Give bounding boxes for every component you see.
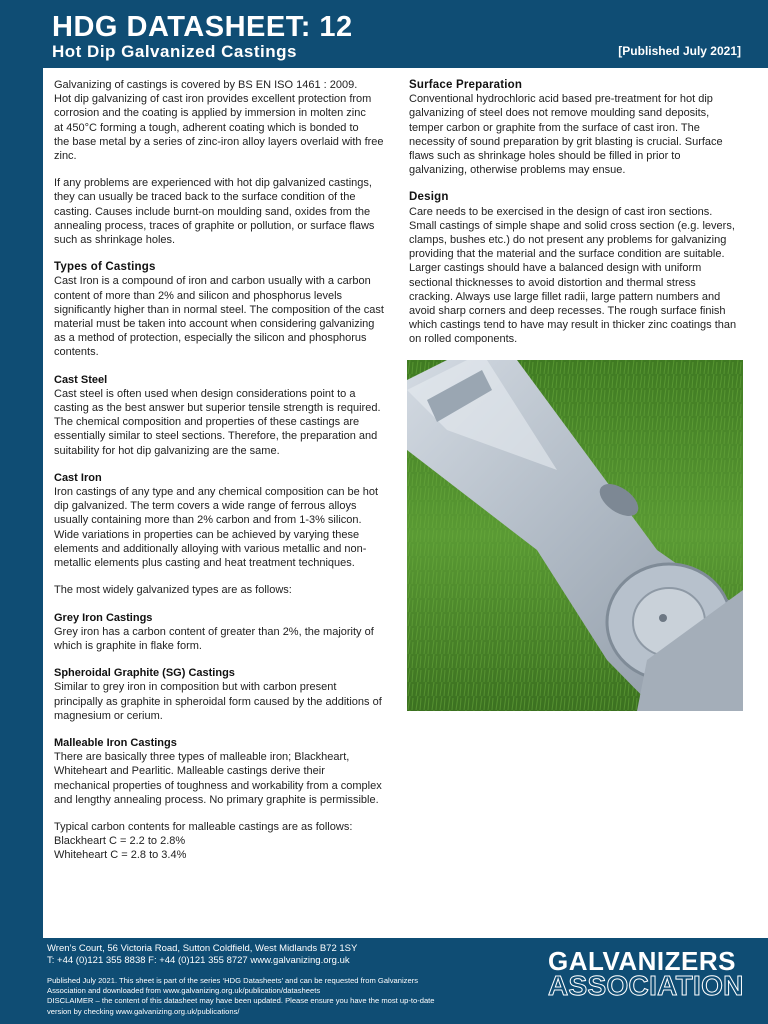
galvanized-casting-photo [407,360,743,711]
cast-steel-heading: Cast Steel [54,373,108,386]
text-line: corrosion and the coating is applied by immersion in molten zinc [54,107,366,120]
text-line: casting as the best answer but superior tensile strength is required. [54,402,381,415]
text-line: Hot dip galvanizing of cast iron provides excellent protection from [54,93,372,106]
text-line: metallic elements plus casting and heat treatment techniques. [54,557,355,570]
text-line: essentially similar to steel sections. Therefore, the preparation and [54,430,378,443]
logo-text-association: ASSOCIATION [548,970,744,1001]
text-line: Typical carbon contents for malleable castings are as follows: [54,820,353,833]
problems-paragraph [54,176,394,247]
text-line: Larger castings should have a balanced design with uniform [409,262,702,275]
text-line: they can usually be traced back to the surface condition of the [54,191,356,204]
text-line: Conventional hydrochloric acid based pre-treatment for hot dip [409,93,713,106]
right-column [409,78,754,360]
text-line: zinc. [54,150,77,163]
surface-preparation-paragraph [409,92,754,177]
logo-text-galvanizers: GALVANIZERS [548,946,736,976]
text-line: at 450°C forming a tough, adherent coating which is bonded to [54,121,359,134]
text-line: Grey iron has a carbon content of greater than 2%, the majority of [54,625,374,638]
types-paragraph [54,274,394,359]
text-line: Care needs to be exercised in the design of cast iron sections. [409,205,713,218]
casting-on-grass-illustration [407,360,743,711]
design-paragraph [409,205,754,347]
text-line: contents. [54,346,99,359]
footnote-line: version by checking www.galvanizing.org.uk/publications/ [47,1006,240,1016]
text-line: sectional thicknesses to avoid distortion and thermal stress [409,276,696,289]
page-subtitle: Hot Dip Galvanized Castings [52,42,297,61]
text-line: on rolled components. [409,333,518,346]
footnote-line: DISCLAIMER – the content of this datasheet may have been updated. Please ensure you have the most up-to-date [47,996,435,1006]
design-heading: Design [409,191,449,204]
cast-iron-paragraph [54,485,394,570]
text-line: suitability for hot dip galvanizing are the same. [54,444,280,457]
pivot-pin [659,614,667,622]
text-line: necessity of sound preparation by grit blasting is crucial. Surface [409,135,723,148]
text-line: and lengthy annealing process. No primary graphite is permissible. [54,793,379,806]
text-line: Blackheart C = 2.2 to 2.8% [54,835,186,848]
text-line: Galvanizing of castings is covered by BS EN ISO 1461 : 2009. [54,79,358,91]
widely-galvanized-text: The most widely galvanized types are as follows: [54,584,292,597]
page-title: HDG DATASHEET: 12 [52,11,353,43]
text-line: content of more than 2% and silicon and phosphorus levels [54,289,343,302]
text-line: There are basically three types of malleable iron; Blackheart, [54,751,350,764]
text-line: galvanizing, otherwise problems may ensue. [409,164,626,177]
text-line: magnesium or cerium. [54,709,163,722]
footer-address: Wren’s Court, 56 Victoria Road, Sutton Coldfield, West Midlands B72 1SY [47,943,358,954]
text-line: If any problems are experienced with hot dip galvanized castings, [54,177,372,190]
grey-iron-paragraph [54,625,394,653]
text-line: Iron castings of any type and any chemical composition can be hot [54,486,379,499]
text-line: annealing process, traces of graphite or pollution, or surface flaws [54,219,375,232]
footer-footnote [47,976,517,1017]
footnote-line: Association and downloaded from www.galvanizing.org.uk/publication/datasheets [47,986,321,996]
malleable-paragraph [54,750,394,807]
text-line: the base metal by a series of zinc-iron alloy layers overlaid with free [54,135,384,148]
footer-bar [0,938,768,1024]
published-date: [Published July 2021] [618,44,741,58]
text-line: The chemical composition and properties of these castings are [54,416,360,429]
text-line: Whiteheart and Pearlitic. Malleable castings derive their [54,765,325,778]
text-line: Whiteheart C = 2.8 to 3.4% [54,849,187,862]
text-line: Small castings of simple shape and solid cross section (e.g. levers, [409,219,735,232]
text-line: material must be taken into account when considering galvanizing [54,318,375,331]
text-line: providing that the material and the surface condition are suitable. [409,248,725,261]
sg-castings-heading: Spheroidal Graphite (SG) Castings [54,667,235,680]
carbon-contents-paragraph [54,820,394,863]
text-line: Cast steel is often used when design considerations point to a [54,387,356,400]
text-line: Similar to grey iron in composition but with carbon present [54,681,337,694]
malleable-heading: Malleable Iron Castings [54,736,177,749]
text-line: which castings tend to have may result in thicker zinc coatings than [409,319,737,332]
cast-steel-paragraph [54,387,394,458]
text-line: flaws such as shrinkage holes should be filled in prior to [409,150,681,163]
text-line: such as shrinkage holes. [54,234,176,247]
text-line: elements and additionally alloying with various metallic and non- [54,542,367,555]
cast-iron-heading: Cast Iron [54,471,102,484]
text-line: as a method of protection, especially the silicon and phosphorus [54,332,367,345]
text-line: clamps, bushes etc.) do not present any problems for galvanizing [409,234,727,247]
text-line: principally as graphite in spheroidal form caused by the additions of [54,695,382,708]
sg-castings-paragraph [54,680,394,723]
text-line: usually containing more than 2% carbon and from 1-3% silicon. [54,514,362,527]
text-line: casting. Causes include burnt-on moulding sand, oxides from the [54,205,371,218]
left-column [54,78,394,876]
text-line: dip galvanized. The term covers a wide range of ferrous alloys [54,500,357,513]
text-line: cracking. Always use large fillet radii, large pattern numbers and [409,290,721,303]
footnote-line: Published July 2021. This sheet is part of the series ‘HDG Datasheets’ and can be requested from Galvanizers [47,976,419,985]
content-area [43,68,768,938]
text-line: temper carbon or graphite from the surface of cast iron. The [409,121,700,134]
grey-iron-heading: Grey Iron Castings [54,611,153,624]
text-line: significantly higher than in normal steel. The composition of the cast [54,303,384,316]
intro-paragraph [54,78,394,163]
text-line: Wide variations in properties can be achieved by varying these [54,528,360,541]
types-of-castings-heading: Types of Castings [54,261,156,274]
text-line: Cast Iron is a compound of iron and carbon usually with a carbon [54,275,371,288]
header-bar [0,0,768,68]
text-line: avoid sharp corners and deep recesses. The rough surface finish [409,305,726,318]
footer-contact: T: +44 (0)121 355 8838 F: +44 (0)121 355 8727 www.galvanizing.org.uk [47,955,350,966]
text-line: galvanizing of steel does not remove moulding sand deposits, [409,107,710,120]
galvanizers-association-logo [548,946,748,1018]
surface-preparation-heading: Surface Preparation [409,79,523,91]
text-line: which is graphite in flake form. [54,639,202,652]
text-line: mechanical properties of toughness and workability from a complex [54,779,382,792]
